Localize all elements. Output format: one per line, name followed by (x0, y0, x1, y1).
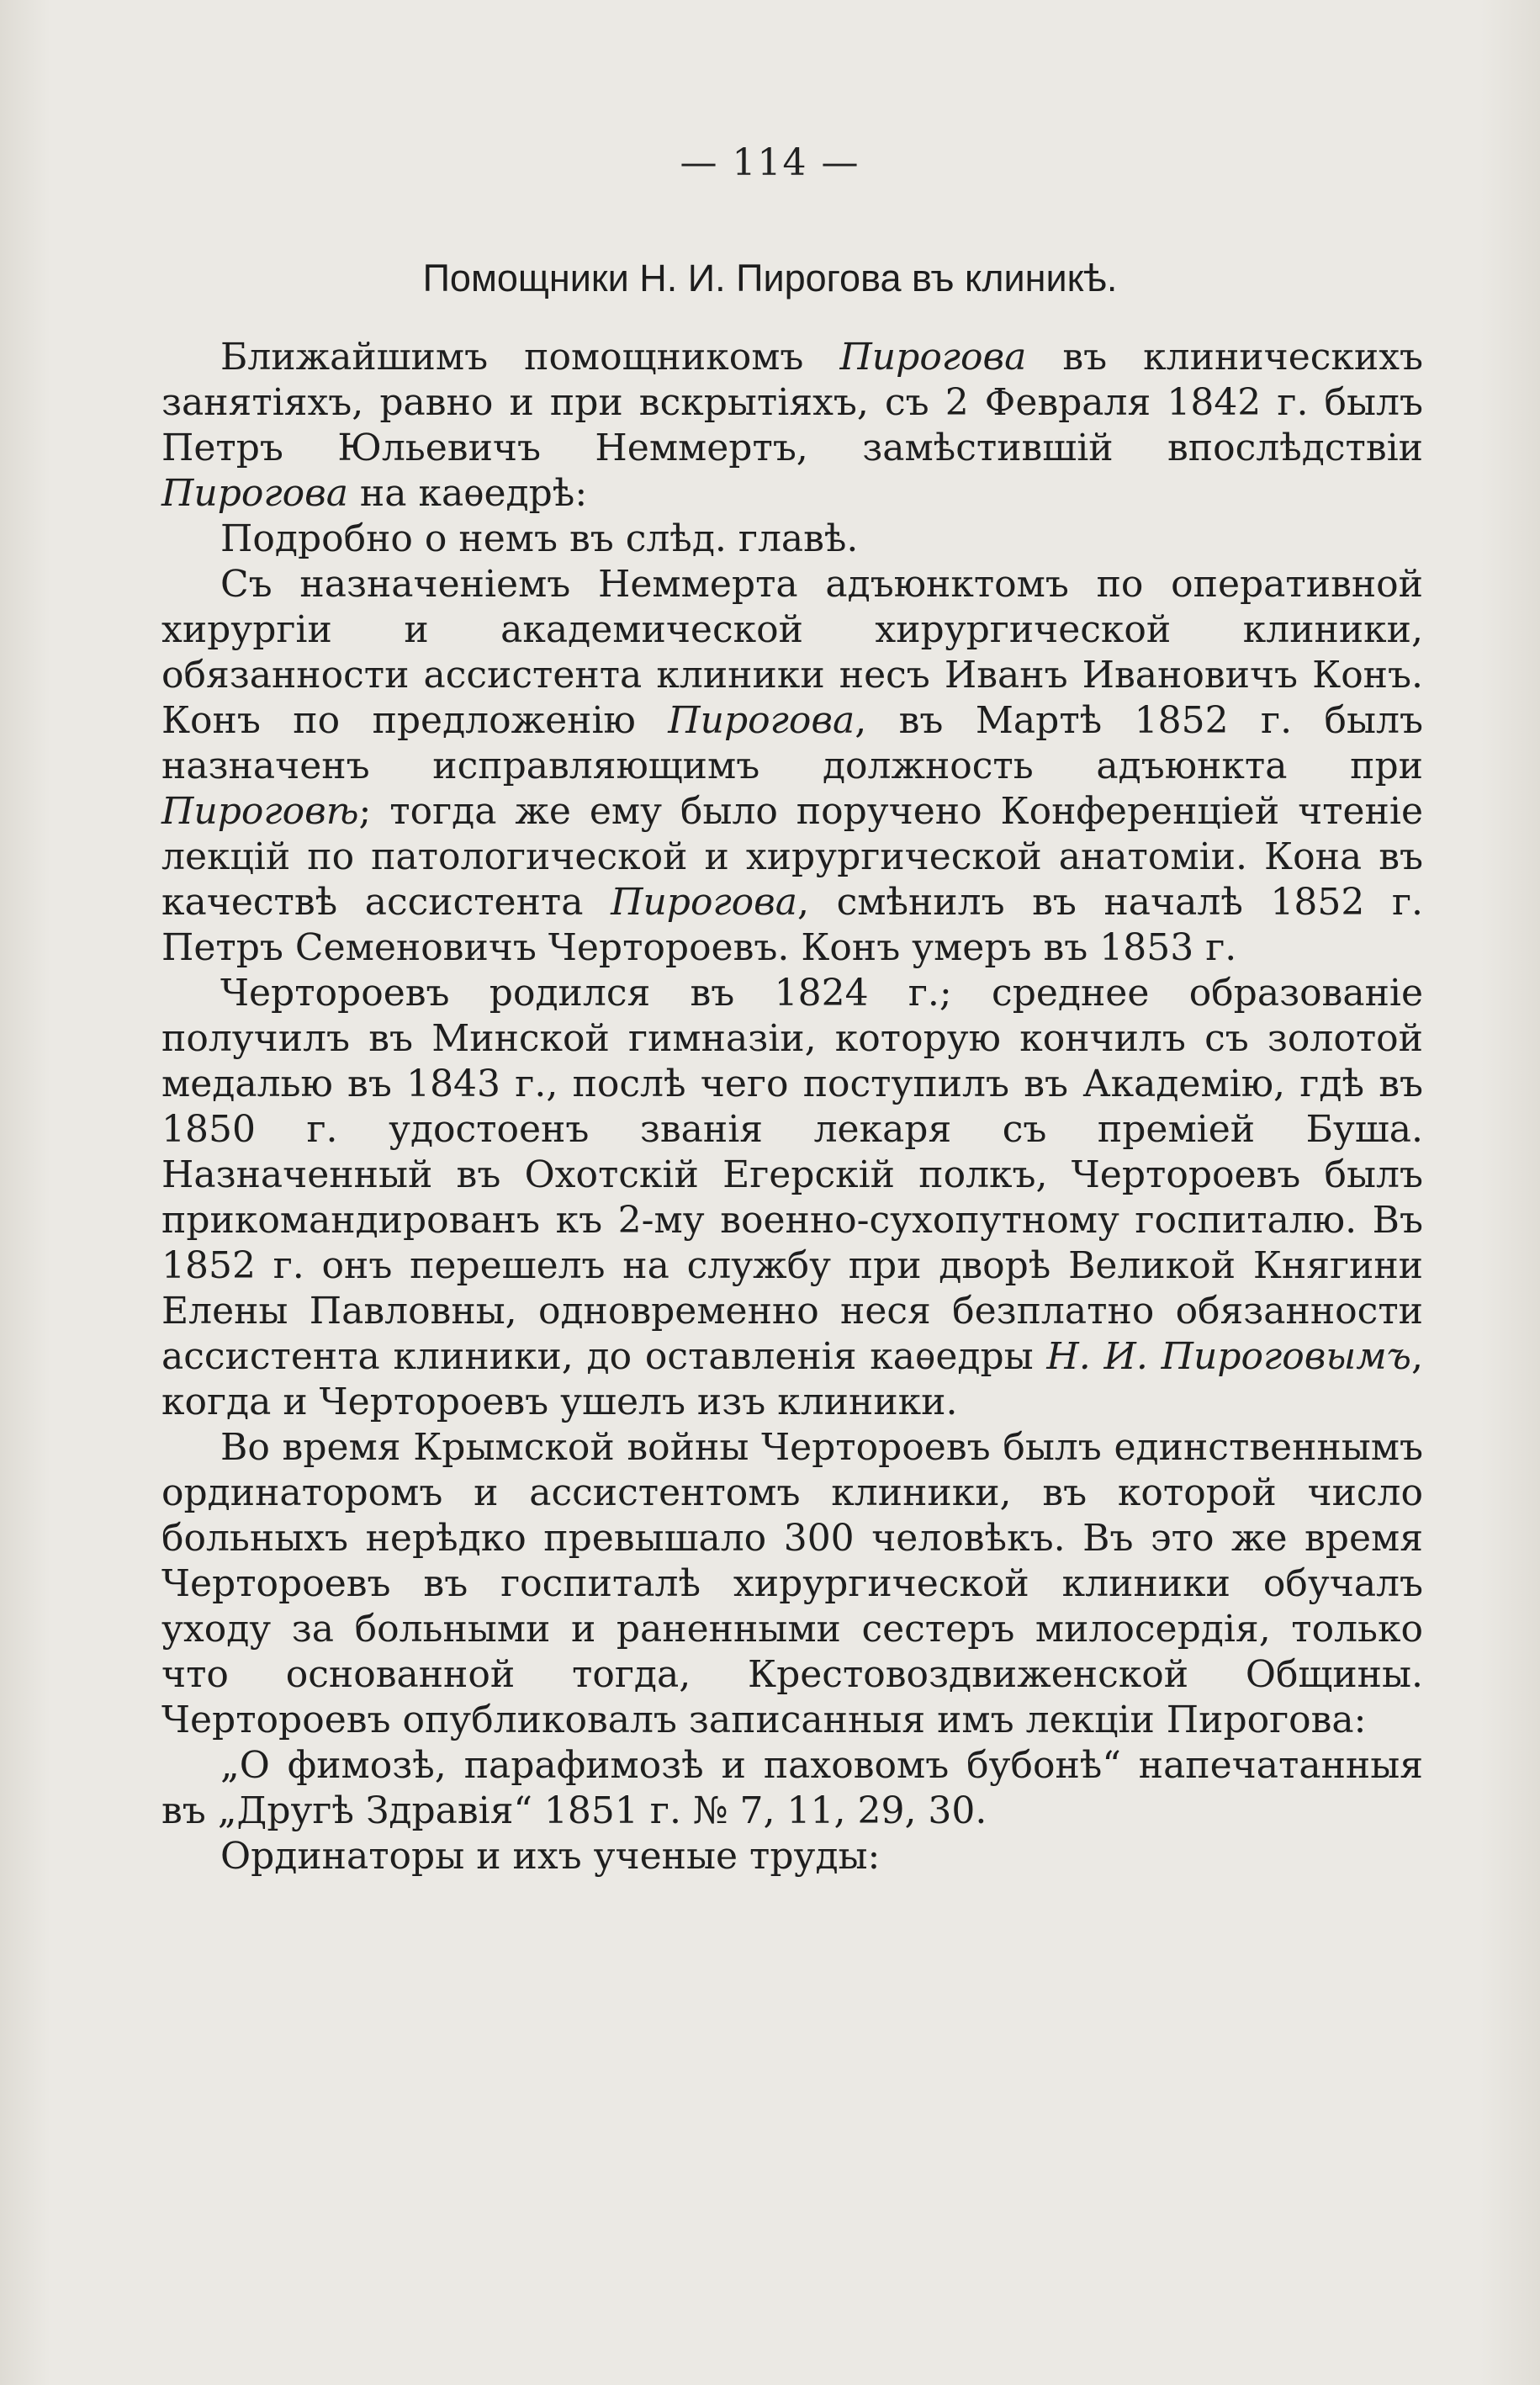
paragraph (161, 1743, 1423, 1834)
text-run: , когда и Чертороевъ ушелъ изъ клиники. (161, 1335, 1423, 1423)
page-number: — 114 — (680, 141, 860, 184)
text-run-italic: Пирогова (668, 699, 855, 742)
body-text (161, 335, 1423, 1879)
text-run-italic: Пирогова (161, 472, 348, 515)
section-title: Помощники Н. И. Пирогова въ клиникѣ. (422, 257, 1118, 299)
paragraph (161, 971, 1423, 1425)
text-run: Ближайшимъ помощникомъ (220, 336, 840, 379)
text-run: , смѣнилъ въ началѣ 1852 г. Петръ Семеновичъ Чертороевъ. Конъ умеръ въ 1853 г. (161, 881, 1424, 969)
paragraph (161, 335, 1423, 517)
text-run-italic: Н. И. Пироговымъ (1046, 1335, 1411, 1378)
text-run-italic: Пирогова (839, 336, 1027, 379)
text-run: „О фимозѣ, парафимозѣ и паховомъ бубонѣ“ напечатанныя въ „Другѣ Здравія“ 1851 г. № 7, 11, 29, 30. (161, 1744, 1423, 1832)
text-run: на каѳедрѣ: (347, 472, 588, 515)
text-run: Во время Крымской войны Чертороевъ былъ единственнымъ ординаторомъ и ассистентомъ клиники, въ которой число больныхъ нерѣдко превышало 300 человѣкъ. Въ это же время Чертороевъ въ госпиталѣ хирургической клиники обучалъ уходу за больными и раненными сестеръ милосердія, только что основанной тогда, Крестовоздвиженской Общины. Чертороевъ опубликовалъ записанныя имъ лекціи Пирогова: (161, 1426, 1423, 1741)
paragraph (161, 1834, 1423, 1879)
paragraph (161, 1425, 1423, 1743)
text-run-italic: Пирогова (611, 881, 798, 924)
text-run: Ординаторы и ихъ ученые труды: (220, 1835, 881, 1878)
text-run: , въ Мартѣ 1852 г. былъ назначенъ исправляющимъ должность адъюнкта при (161, 699, 1423, 787)
text-run: Съ назначеніемъ Неммерта адъюнктомъ по оперативной хирургіи и академической хирургической клиники, обязанности ассистента клиники несъ Иванъ Ивановичъ Конъ. Конъ по предложенію (161, 563, 1423, 742)
text-run: въ клиническихъ занятіяхъ, равно и при вскрытіяхъ, съ 2 Февраля 1842 г. былъ Петръ Юльевичъ Неммертъ, замѣстившій впослѣдствіи (161, 336, 1424, 469)
paragraph (161, 562, 1423, 971)
text-run-italic: Пироговѣ (161, 790, 359, 833)
paragraph (161, 517, 1423, 562)
text-run: Подробно о немъ въ слѣд. главѣ. (220, 517, 859, 560)
text-run: ; тогда же ему было поручено Конференціей чтеніе лекцій по патологической и хирургической анатоміи. Кона въ качествѣ ассистента (161, 790, 1423, 924)
text-run: Чертороевъ родился въ 1824 г.; среднее образованіе получилъ въ Минской гимназіи, которую кончилъ съ золотой медалью въ 1843 г., послѣ чего поступилъ въ Академію, гдѣ въ 1850 г. удостоенъ званія лекаря съ преміей Буша. Назначенный въ Охотскій Егерскій полкъ, Чертороевъ былъ прикомандированъ къ 2-му военно-сухопутному госпиталю. Въ 1852 г. онъ перешелъ на службу при дворѣ Великой Княгини Елены Павловны, одновременно неся безплатно обязанности ассистента клиники, до оставленія каѳедры (161, 972, 1423, 1378)
